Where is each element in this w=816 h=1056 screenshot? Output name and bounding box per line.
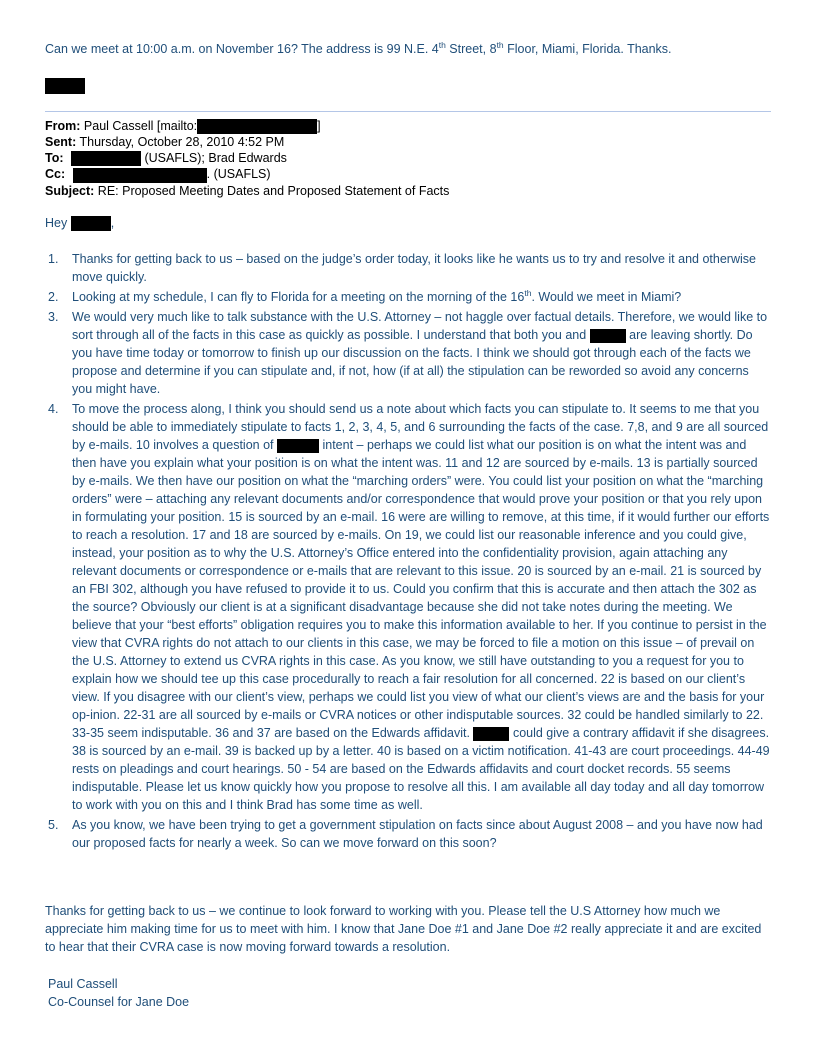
ordinal-suffix: th xyxy=(496,40,504,50)
intro-text: Can we meet at 10:00 a.m. on November 16? The address is 99 N.E. 4 xyxy=(45,42,439,57)
redaction-block xyxy=(277,439,319,453)
to-value: (USAFLS); Brad Edwards xyxy=(144,151,287,166)
list-item-text: intent – perhaps we could list what our position is on what the intent was and then have you explain what your position is on what the intent was. 11 and 12 are sourced by e-mails. 13 is partially sourced by e-mails. We then have our position on what the “marching orders” were. You could list your position on what the “marching orders” were – attaching any relevant documents and/or correspondence that would prove your position or that you rely upon in formulating your position. 15 is sourced by an e-mail. 16 were are willing to remove, at this time, if it would further our efforts to reach a resolution. 17 and 18 are sourced by e-mails. On 19, we could list our reasonable inference and you could give, instead, your position as to why the U.S. Attorney’s Office entered into the confidentiality provision, again attaching any relevant documents or correspondence or e-mails that are relevant to this issue. 20 is sourced by an e-mail. 21 is sourced by an FBI 302, although you have refused to provide it to us. Could you confirm that this is accurate and then attach the 302 as the source? Obviously our client is at a significant disadvantage because she did not take notes during the meeting. We believe that your “best efforts” obligation requires you to make this information available to her. If you continue to persist in the view that CVRA rights do not attach to our clients in this case, we may be forced to file a motion on this issue – of prevail on the U.S. Attorney to extend us CVRA rights in this case. As you know, we still have outstanding to you a request for you to explain how we should tee up this case procedurally to reach a fair resolution for all concerned. 22 is based on our client’s view. If you disagree with our client’s view, perhaps we could list you view of what our client’s views are and the basis for your op-inion. 22-31 are all sourced by e-mails or CVRA notices or other indisputable sources. 32 could be handled similarly to 22. 33-35 seem indisputable. 36 and 37 are based on the Edwards affidavit. xyxy=(72,438,770,740)
cc-label: Cc: xyxy=(45,167,66,182)
divider xyxy=(45,111,771,112)
list-item xyxy=(48,250,770,286)
intro-text: Street, 8 xyxy=(445,42,497,57)
closing-text: Thanks for getting back to us – we continue to look forward to working with you. Please tell the U.S Attorney how much we appreciate him making time for us to meet with him. I know that Jane Doe #1 and Jane Doe #2 really appreciate it and are excited to hear that their CVRA case is now moving forward towards a resolution. xyxy=(45,904,762,954)
redaction-block xyxy=(71,216,111,231)
list-item xyxy=(48,400,770,814)
from-value-end: ] xyxy=(317,119,321,133)
subject-value: RE: Proposed Meeting Dates and Proposed Statement of Facts xyxy=(97,183,450,198)
to-row xyxy=(45,150,449,166)
redaction-block xyxy=(590,329,626,343)
list-item xyxy=(48,308,770,398)
sent-value: Thursday, October 28, 2010 4:52 PM xyxy=(79,135,285,150)
list-item-text: We would very much like to talk substance with the U.S. Attorney – not haggle over factual details. Therefore, we would like to sort through all of the facts in this case as quickly as possible. I understand that both you and xyxy=(72,310,768,342)
list-item-text: are leaving shortly. Do you have time today or tomorrow to finish up our discussion on the facts. I think we should got through each of the facts we propose and determine if you can stipulate and, if not, how (if at all) the stipulation can be reworded so avoid any concerns you might have. xyxy=(72,328,753,396)
sent-label: Sent: xyxy=(45,135,77,150)
list-item xyxy=(48,816,770,852)
list-number: 5. xyxy=(48,818,59,832)
signature-title: Co-Counsel for Jane Doe xyxy=(48,995,190,1009)
ordinal-suffix: th xyxy=(524,287,532,298)
sent-row xyxy=(45,134,449,150)
redaction-block xyxy=(197,119,317,134)
list-item xyxy=(48,288,770,306)
redaction-block xyxy=(45,78,85,94)
greeting-end: , xyxy=(110,216,115,230)
closing-paragraph xyxy=(45,902,773,956)
redaction-block xyxy=(73,168,207,183)
redaction-block xyxy=(473,727,509,741)
list-number: 3. xyxy=(48,310,59,324)
list-item-text: Looking at my schedule, I can fly to Florida for a meeting on the morning of the 16 xyxy=(72,290,525,304)
list-number: 4. xyxy=(48,402,59,416)
intro-text: Floor, Miami, Florida. Thanks. xyxy=(503,42,672,57)
from-row xyxy=(45,118,449,134)
list-item-text: . Would we meet in Miami? xyxy=(531,290,682,304)
list-number: 1. xyxy=(48,252,59,266)
cc-row xyxy=(45,166,449,182)
list-item-text: could give a contrary affidavit if she disagrees. 38 is sourced by an e-mail. 39 is backed up by a letter. 40 is based on a victim notification. 41-43 are court proceedings. 44-49 rests on pleadings and court hearings. 50 - 54 are based on the Edwards affidavits and court docket records. 55 seems indisputable. Please let us know quickly how you propose to resolve all this. I am available all day today and all day tomorrow to work with you on this and I think Brad has some time as well. xyxy=(72,726,770,812)
signature-block xyxy=(48,975,189,1011)
subject-label: Subject: xyxy=(45,183,95,198)
list-item-text: As you know, we have been trying to get a government stipulation on facts since about August 2008 – and you have now had our proposed facts for nearly a week. So can we move forward on this soon? xyxy=(72,818,763,850)
numbered-list xyxy=(48,250,770,854)
from-label: From: xyxy=(45,119,81,133)
subject-row xyxy=(45,183,449,199)
list-number: 2. xyxy=(48,290,59,304)
email-header xyxy=(45,118,449,199)
to-label: To: xyxy=(45,151,64,166)
redaction-block xyxy=(71,151,141,166)
from-value: Paul Cassell [mailto: xyxy=(83,119,198,133)
list-item-text: To move the process along, I think you should send us a note about which facts you can stipulate to. It seems to me that you should be able to immediately stipulate to facts 1, 2, 3, 4, 5, and 6 surrounding the facts of the case. 7,8, and 9 are all sourced by e-mails. 10 involves a question of xyxy=(72,402,769,452)
list-item-text: Thanks for getting back to us – based on the judge’s order today, it looks like he wants us to try and resolve it and otherwise move quickly. xyxy=(72,252,756,284)
greeting-text: Hey xyxy=(45,216,68,230)
intro-line xyxy=(45,40,672,56)
cc-value: . (USAFLS) xyxy=(206,167,271,182)
ordinal-suffix: th xyxy=(438,40,446,50)
greeting xyxy=(45,216,114,231)
signature-name: Paul Cassell xyxy=(48,977,118,991)
